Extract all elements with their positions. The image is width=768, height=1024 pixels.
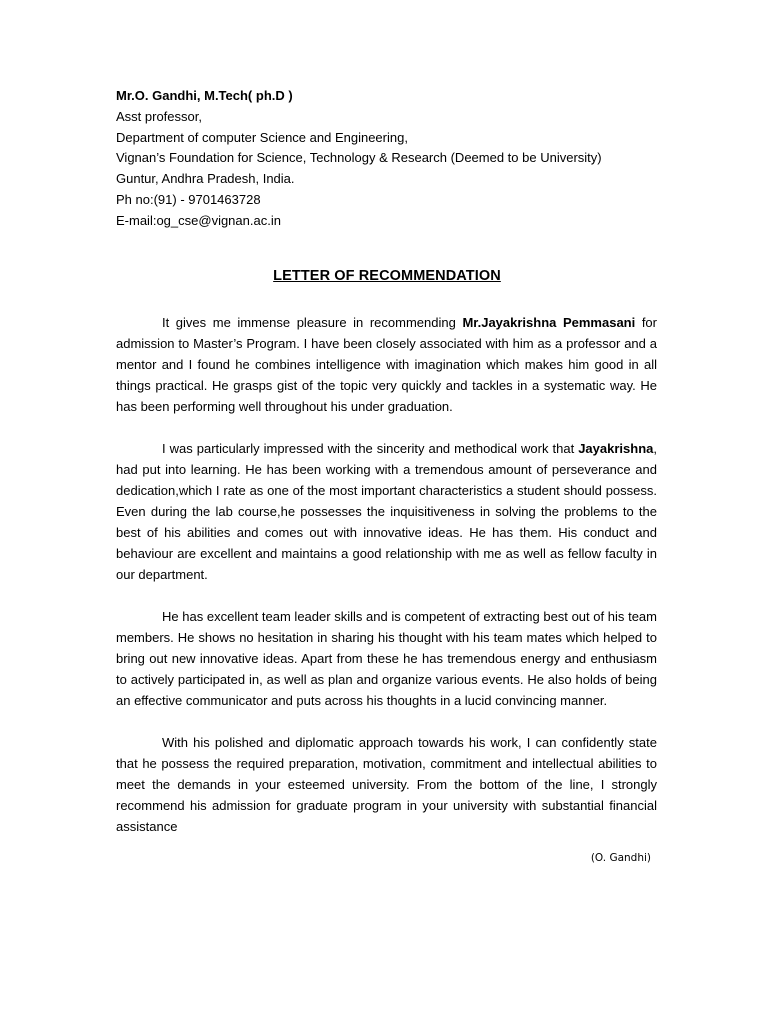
paragraph-1-start: It gives me immense pleasure in recommending	[162, 315, 463, 330]
candidate-first-name: Jayakrishna	[578, 441, 654, 456]
letter-title: LETTER OF RECOMMENDATION	[273, 268, 501, 284]
paragraph-2-start: I was particularly impressed with the sincerity and methodical work that	[162, 441, 579, 456]
paragraph-1-rest: for admission to Master’s Program. I have been closely associated with him as a professor and a mentor and I found he combines intelligence with imagination which makes him good in all things practical. He grasps gist of the topic very quickly and tackles in a systematic way. He has been performing well throughout his under graduation.	[116, 315, 657, 414]
paragraph-3: He has excellent team leader skills and is competent of extracting best out of his team members. He shows no hesitation in sharing his thought with his team mates which helped to bring out new innovative ideas. Apart from these he has tremendous energy and enthusiasm to actively participated in, as well as plan and organize various events. He also holds of being an effective communicator and puts across his thoughts in a lucid convincing manner.	[116, 609, 657, 708]
sender-department: Department of computer Science and Engineering,	[116, 129, 408, 145]
letter-body	[116, 312, 657, 858]
paragraph-4: With his polished and diplomatic approach towards his work, I can confidently state that he possess the required preparation, motivation, commitment and intellectual abilities to meet the demands in your esteemed university. From the bottom of the line, I strongly recommend his admission for graduate program in your university with substantial financial assistance	[116, 735, 657, 834]
sender-location: Guntur, Andhra Pradesh, India.	[116, 171, 295, 187]
sender-address-block	[116, 86, 602, 232]
paragraph-2-rest: , had put into learning. He has been working with a tremendous amount of perseverance and dedication,which I rate as one of the most important characteristics a student should possess. Even during the lab course,he possesses the inquisitiveness in solving the problems to the best of his abilities and comes out with innovative ideas. He has them. His conduct and behaviour are excellent and maintains a good relationship with me as well as fellow faculty in our department.	[116, 441, 657, 582]
sender-institution: Vignan’s Foundation for Science, Technology & Research (Deemed to be University)	[116, 150, 602, 166]
paragraph-1	[116, 312, 657, 417]
candidate-name: Mr.Jayakrishna Pemmasani	[462, 315, 636, 330]
sender-designation: Asst professor,	[116, 108, 202, 124]
sender-email: E-mail:og_cse@vignan.ac.in	[116, 212, 281, 228]
sender-name: Mr.O. Gandhi, M.Tech( ph.D )	[116, 88, 293, 103]
signature-name: (O. Gandhi)	[590, 852, 651, 864]
paragraph-2	[116, 438, 657, 585]
sender-phone: Ph no:(91) - 9701463728	[116, 191, 261, 207]
